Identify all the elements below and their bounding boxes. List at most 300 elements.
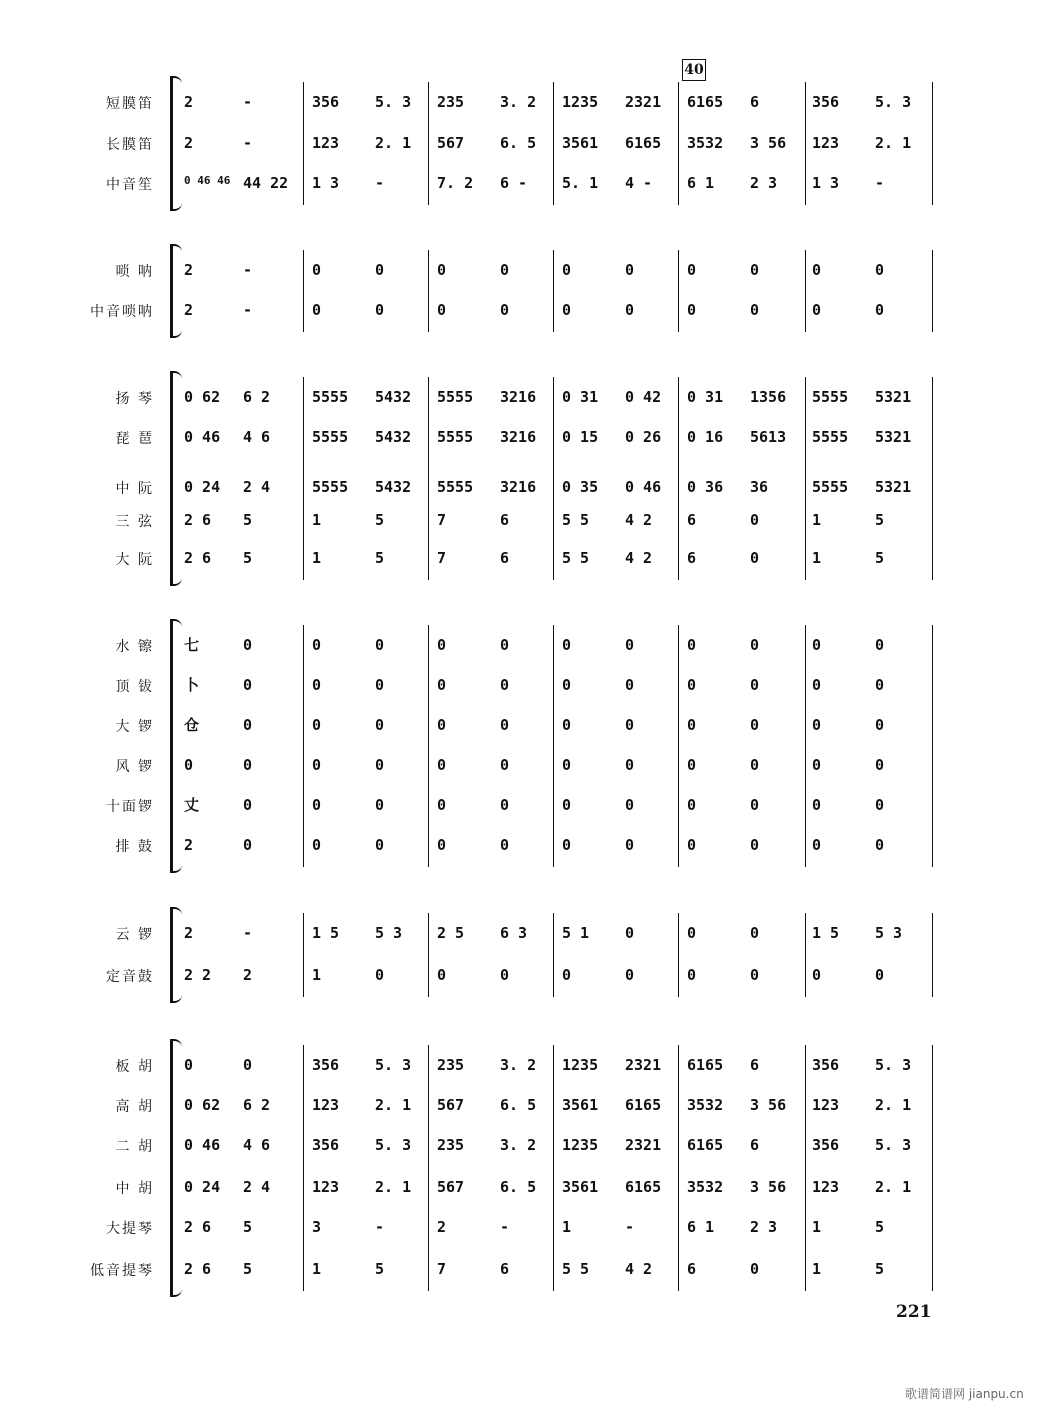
note-cell: 123 [812, 1096, 840, 1114]
note-cell: 2 [184, 93, 194, 111]
note-cell: 7 [437, 1260, 447, 1278]
note-cell: 235 [437, 93, 465, 111]
note-cell: 3532 [687, 134, 724, 152]
note-cell: 7 [437, 511, 447, 529]
note-cell: 0 [312, 301, 322, 319]
note-cell: 1 3 [812, 174, 840, 192]
note-cell: 6 [687, 511, 697, 529]
note-cell: 5555 [312, 478, 349, 496]
barline [932, 82, 933, 205]
note-cell: 0 [812, 966, 822, 984]
note-cell: 1235 [562, 93, 599, 111]
note-cell: 2321 [625, 93, 662, 111]
note-cell: 6 [500, 1260, 510, 1278]
note-cell: 0 [500, 676, 510, 694]
note-cell: - [243, 134, 253, 152]
note-cell: 0 [243, 716, 253, 734]
note-cell: 0 [312, 636, 322, 654]
note-cell: 0 [812, 261, 822, 279]
note-cell: 0 [750, 796, 760, 814]
note-cell: 0 [437, 261, 447, 279]
note-cell: 5 [243, 1218, 253, 1236]
note-cell: 123 [312, 1096, 340, 1114]
barline [678, 250, 679, 332]
note-cell: 5555 [312, 428, 349, 446]
note-cell: 0 [312, 796, 322, 814]
note-cell: 0 [687, 261, 697, 279]
group-bracket [170, 1045, 173, 1291]
note-cell: 123 [812, 1178, 840, 1196]
note-cell: 0 [750, 636, 760, 654]
note-cell: 0 [375, 716, 385, 734]
instrument-name: 长膜笛 [106, 137, 154, 153]
note-cell: 0 [375, 636, 385, 654]
instrument-name: 十面锣 [106, 799, 154, 815]
note-cell: 0 [437, 716, 447, 734]
note-cell: 6 2 [243, 388, 271, 406]
instrument-name: 定音鼓 [106, 969, 154, 985]
note-cell: 0 15 [562, 428, 599, 446]
note-cell: 0 [375, 836, 385, 854]
note-cell: 1 [812, 549, 822, 567]
note-cell: 0 [875, 261, 885, 279]
note-cell: 0 [812, 716, 822, 734]
note-cell: 1235 [562, 1056, 599, 1074]
note-cell: 0 [243, 796, 253, 814]
note-cell: 2 5 [437, 924, 465, 942]
note-cell: 0 [625, 301, 635, 319]
note-cell: 0 16 [687, 428, 724, 446]
instrument-name: 二 胡 [115, 1139, 154, 1155]
note-cell: 0 [687, 966, 697, 984]
note-cell: 0 [375, 301, 385, 319]
note-cell: 5 5 [562, 1260, 590, 1278]
note-cell: 1 [312, 1260, 322, 1278]
instrument-name: 短膜笛 [106, 96, 154, 112]
note-cell: 七 [184, 636, 200, 654]
note-cell: 2 [243, 966, 253, 984]
note-cell: 0 46 [625, 478, 662, 496]
note-cell: 0 [687, 924, 697, 942]
note-cell: 0 [812, 636, 822, 654]
note-cell: - [243, 301, 253, 319]
rehearsal-mark: 40 [682, 59, 706, 81]
barline [805, 625, 806, 867]
note-cell: 0 24 [184, 478, 221, 496]
note-cell: 0 [243, 1056, 253, 1074]
note-cell: 0 31 [687, 388, 724, 406]
note-cell: 2321 [625, 1136, 662, 1154]
note-cell: 3216 [500, 388, 537, 406]
note-cell: 0 [812, 836, 822, 854]
note-cell: 5 [875, 511, 885, 529]
note-cell: 0 [750, 716, 760, 734]
note-cell: 0 [750, 261, 760, 279]
barline [805, 1045, 806, 1291]
instrument-name: 板 胡 [115, 1059, 154, 1075]
note-cell: 0 [500, 756, 510, 774]
note-cell: 356 [812, 93, 840, 111]
note-cell: 3532 [687, 1096, 724, 1114]
note-cell: 0 [875, 836, 885, 854]
note-cell: 2 6 [184, 549, 212, 567]
note-cell: 5 [875, 1218, 885, 1236]
note-cell: 0 [875, 756, 885, 774]
note-cell: 3 56 [750, 1096, 787, 1114]
note-cell: 3561 [562, 134, 599, 152]
note-cell: 0 [562, 716, 572, 734]
note-cell: 356 [312, 1056, 340, 1074]
note-cell: 2 4 [243, 1178, 271, 1196]
note-cell: 0 [625, 636, 635, 654]
note-cell: 1 [312, 966, 322, 984]
note-cell: 0 [184, 1056, 194, 1074]
note-cell: 44 22 [243, 174, 289, 192]
instrument-name: 高 胡 [115, 1099, 154, 1115]
watermark: 歌谱简谱网 jianpu.cn [905, 1387, 1024, 1401]
instrument-name: 扬 琴 [115, 391, 154, 407]
note-cell: 2 3 [750, 1218, 778, 1236]
note-cell: 5555 [812, 428, 849, 446]
note-cell: 36 [750, 478, 769, 496]
note-cell: 0 [562, 301, 572, 319]
note-cell: 0 [625, 924, 635, 942]
note-cell: 0 [875, 301, 885, 319]
note-cell: 123 [812, 134, 840, 152]
barline [303, 377, 304, 580]
note-cell: 5 [875, 1260, 885, 1278]
note-cell: - [375, 174, 385, 192]
note-cell: 6. 5 [500, 1096, 537, 1114]
instrument-name: 中音唢呐 [90, 304, 154, 320]
note-cell: 0 46 [184, 1136, 221, 1154]
note-cell: 0 [562, 796, 572, 814]
note-cell: 0 [625, 676, 635, 694]
note-cell: 5432 [375, 428, 412, 446]
note-cell: 1 [312, 549, 322, 567]
barline [428, 82, 429, 205]
instrument-name: 大 锣 [115, 719, 154, 735]
note-cell: 5 5 [562, 511, 590, 529]
note-cell: 6. 5 [500, 1178, 537, 1196]
note-cell: 1 5 [312, 924, 340, 942]
note-cell: 0 [750, 301, 760, 319]
note-cell: 0 [687, 756, 697, 774]
note-cell: 3. 2 [500, 1056, 537, 1074]
note-cell: 0 42 [625, 388, 662, 406]
barline [932, 250, 933, 332]
note-cell: 4 - [625, 174, 653, 192]
barline [805, 82, 806, 205]
note-cell: 0 [375, 756, 385, 774]
note-cell: 5. 3 [875, 1056, 912, 1074]
page-number: 221 [896, 1302, 932, 1322]
note-cell: 3532 [687, 1178, 724, 1196]
note-cell: 0 [750, 1260, 760, 1278]
instrument-name: 低音提琴 [90, 1263, 154, 1279]
note-cell: 0 35 [562, 478, 599, 496]
note-cell: 0 [375, 261, 385, 279]
note-cell: 356 [812, 1136, 840, 1154]
note-cell: 4 2 [625, 549, 653, 567]
note-cell: 5432 [375, 388, 412, 406]
note-cell: 7. 2 [437, 174, 474, 192]
note-cell: 0 [812, 676, 822, 694]
note-cell: 0 [375, 966, 385, 984]
note-cell: 0 [500, 716, 510, 734]
note-cell: 6165 [625, 1178, 662, 1196]
note-cell: 0 [437, 796, 447, 814]
note-cell: 0 [437, 836, 447, 854]
note-cell: 1235 [562, 1136, 599, 1154]
note-cell: 5. 3 [875, 93, 912, 111]
note-cell: 5. 3 [875, 1136, 912, 1154]
instrument-name: 三 弦 [115, 514, 154, 530]
instrument-name: 顶 钹 [115, 679, 154, 695]
note-cell: 1 5 [812, 924, 840, 942]
note-cell: 0 [812, 796, 822, 814]
instrument-name: 大提琴 [106, 1221, 154, 1237]
note-cell: 0 [500, 636, 510, 654]
note-cell: 123 [312, 1178, 340, 1196]
note-cell: 123 [312, 134, 340, 152]
note-cell: 5 [243, 549, 253, 567]
note-cell: 0 [562, 261, 572, 279]
note-cell: 5 [243, 1260, 253, 1278]
instrument-name: 中 阮 [115, 481, 154, 497]
note-cell: 0 [437, 966, 447, 984]
barline [553, 377, 554, 580]
instrument-name: 中音笙 [106, 177, 154, 193]
note-cell: 卜 [184, 676, 200, 694]
barline [932, 625, 933, 867]
note-cell: 2 [184, 134, 194, 152]
note-cell: 2. 1 [375, 134, 412, 152]
note-cell: 0 [687, 836, 697, 854]
note-cell: 0 [687, 301, 697, 319]
note-cell: 0 [875, 966, 885, 984]
note-cell: 6 1 [687, 1218, 715, 1236]
note-cell: 3. 2 [500, 1136, 537, 1154]
note-cell: 0 [312, 676, 322, 694]
note-cell: 6 [687, 1260, 697, 1278]
note-cell: 235 [437, 1056, 465, 1074]
instrument-name: 云 锣 [115, 927, 154, 943]
note-cell: 0 [312, 836, 322, 854]
note-cell: 1 [562, 1218, 572, 1236]
barline [553, 625, 554, 867]
note-cell: 2. 1 [375, 1178, 412, 1196]
note-cell: 2. 1 [375, 1096, 412, 1114]
barline [428, 625, 429, 867]
note-cell: 0 [312, 756, 322, 774]
note-cell: - [243, 924, 253, 942]
note-cell: 0 [437, 301, 447, 319]
note-cell: 0 [750, 966, 760, 984]
note-cell: 6165 [625, 134, 662, 152]
note-cell: 5 [375, 549, 385, 567]
note-cell: 6 3 [500, 924, 528, 942]
note-cell: 1356 [750, 388, 787, 406]
note-cell: 567 [437, 1178, 465, 1196]
note-cell: 0 62 [184, 1096, 221, 1114]
note-cell: 0 46 46 [184, 174, 231, 187]
note-cell: 3. 2 [500, 93, 537, 111]
note-cell: 6 2 [243, 1096, 271, 1114]
note-cell: 2 6 [184, 1260, 212, 1278]
note-cell: 2321 [625, 1056, 662, 1074]
note-cell: 5321 [875, 428, 912, 446]
barline [428, 1045, 429, 1291]
note-cell: 0 [750, 836, 760, 854]
note-cell: 0 [687, 716, 697, 734]
note-cell: 2 [184, 924, 194, 942]
note-cell: 5. 3 [375, 1136, 412, 1154]
note-cell: 6 [750, 1056, 760, 1074]
note-cell: 5. 1 [562, 174, 599, 192]
note-cell: 6 [687, 549, 697, 567]
instrument-name: 大 阮 [115, 552, 154, 568]
note-cell: 0 [750, 676, 760, 694]
note-cell: 0 [625, 836, 635, 854]
note-cell: 0 46 [184, 428, 221, 446]
note-cell: 5555 [437, 428, 474, 446]
note-cell: 0 24 [184, 1178, 221, 1196]
note-cell: 6. 5 [500, 134, 537, 152]
note-cell: 6 [500, 549, 510, 567]
note-cell: 0 [562, 836, 572, 854]
note-cell: 0 [375, 796, 385, 814]
barline [303, 82, 304, 205]
barline [303, 1045, 304, 1291]
note-cell: 0 [437, 676, 447, 694]
note-cell: - [243, 93, 253, 111]
note-cell: 5 1 [562, 924, 590, 942]
note-cell: - [625, 1218, 635, 1236]
instrument-name: 中 胡 [115, 1181, 154, 1197]
note-cell: 0 [500, 301, 510, 319]
note-cell: 3561 [562, 1178, 599, 1196]
note-cell: 6165 [687, 93, 724, 111]
note-cell: 0 [625, 966, 635, 984]
barline [805, 913, 806, 997]
note-cell: 2 [184, 261, 194, 279]
note-cell: 5 3 [375, 924, 403, 942]
note-cell: 1 [812, 1260, 822, 1278]
note-cell: 0 31 [562, 388, 599, 406]
note-cell: 6165 [687, 1136, 724, 1154]
note-cell: 6165 [687, 1056, 724, 1074]
note-cell: 0 [243, 836, 253, 854]
note-cell: 567 [437, 134, 465, 152]
group-bracket [170, 913, 173, 997]
note-cell: 2 6 [184, 1218, 212, 1236]
note-cell: 5555 [437, 388, 474, 406]
note-cell: 5555 [812, 388, 849, 406]
note-cell: 6 [500, 511, 510, 529]
note-cell: 2 3 [750, 174, 778, 192]
note-cell: 0 [875, 676, 885, 694]
note-cell: 0 62 [184, 388, 221, 406]
note-cell: - [875, 174, 885, 192]
note-cell: - [243, 261, 253, 279]
note-cell: 2 [184, 301, 194, 319]
note-cell: 6 - [500, 174, 528, 192]
note-cell: 0 [687, 676, 697, 694]
note-cell: 5. 3 [375, 93, 412, 111]
note-cell: 6165 [625, 1096, 662, 1114]
group-bracket [170, 625, 173, 867]
note-cell: 丈 [184, 796, 200, 814]
note-cell: 1 [812, 1218, 822, 1236]
note-cell: 0 [500, 261, 510, 279]
note-cell: 0 [812, 301, 822, 319]
note-cell: 7 [437, 549, 447, 567]
instrument-name: 风 锣 [115, 759, 154, 775]
note-cell: 5321 [875, 388, 912, 406]
group-bracket [170, 82, 173, 205]
note-cell: 3 56 [750, 1178, 787, 1196]
note-cell: 0 [687, 636, 697, 654]
note-cell: 0 [243, 756, 253, 774]
barline [553, 913, 554, 997]
note-cell: 5 [875, 549, 885, 567]
note-cell: - [375, 1218, 385, 1236]
barline [805, 377, 806, 580]
note-cell: 0 [312, 261, 322, 279]
note-cell: 0 [500, 836, 510, 854]
barline [932, 1045, 933, 1291]
note-cell: 5 5 [562, 549, 590, 567]
note-cell: 0 [812, 756, 822, 774]
note-cell: 0 [562, 756, 572, 774]
barline [678, 377, 679, 580]
note-cell: 0 [875, 796, 885, 814]
note-cell: 0 [750, 511, 760, 529]
note-cell: 0 [243, 676, 253, 694]
note-cell: 6 [750, 93, 760, 111]
barline [303, 913, 304, 997]
note-cell: 0 [562, 966, 572, 984]
note-cell: 0 [437, 756, 447, 774]
instrument-name: 水 镲 [115, 639, 154, 655]
note-cell: 5 [375, 1260, 385, 1278]
note-cell: 4 2 [625, 1260, 653, 1278]
note-cell: 356 [812, 1056, 840, 1074]
instrument-name: 琵 琶 [115, 431, 154, 447]
note-cell: 0 [500, 966, 510, 984]
note-cell: 0 [625, 716, 635, 734]
note-cell: 0 [625, 796, 635, 814]
note-cell: 0 [437, 636, 447, 654]
note-cell: 5 [243, 511, 253, 529]
barline [805, 250, 806, 332]
note-cell: 3216 [500, 428, 537, 446]
note-cell: 0 [625, 261, 635, 279]
barline [303, 250, 304, 332]
note-cell: 0 [375, 676, 385, 694]
note-cell: 0 [562, 676, 572, 694]
note-cell: 0 [184, 756, 194, 774]
barline [553, 82, 554, 205]
barline [932, 377, 933, 580]
note-cell: 3216 [500, 478, 537, 496]
note-cell: 2. 1 [875, 1096, 912, 1114]
note-cell: 0 26 [625, 428, 662, 446]
barline [678, 82, 679, 205]
note-cell: 1 [312, 511, 322, 529]
barline [428, 250, 429, 332]
